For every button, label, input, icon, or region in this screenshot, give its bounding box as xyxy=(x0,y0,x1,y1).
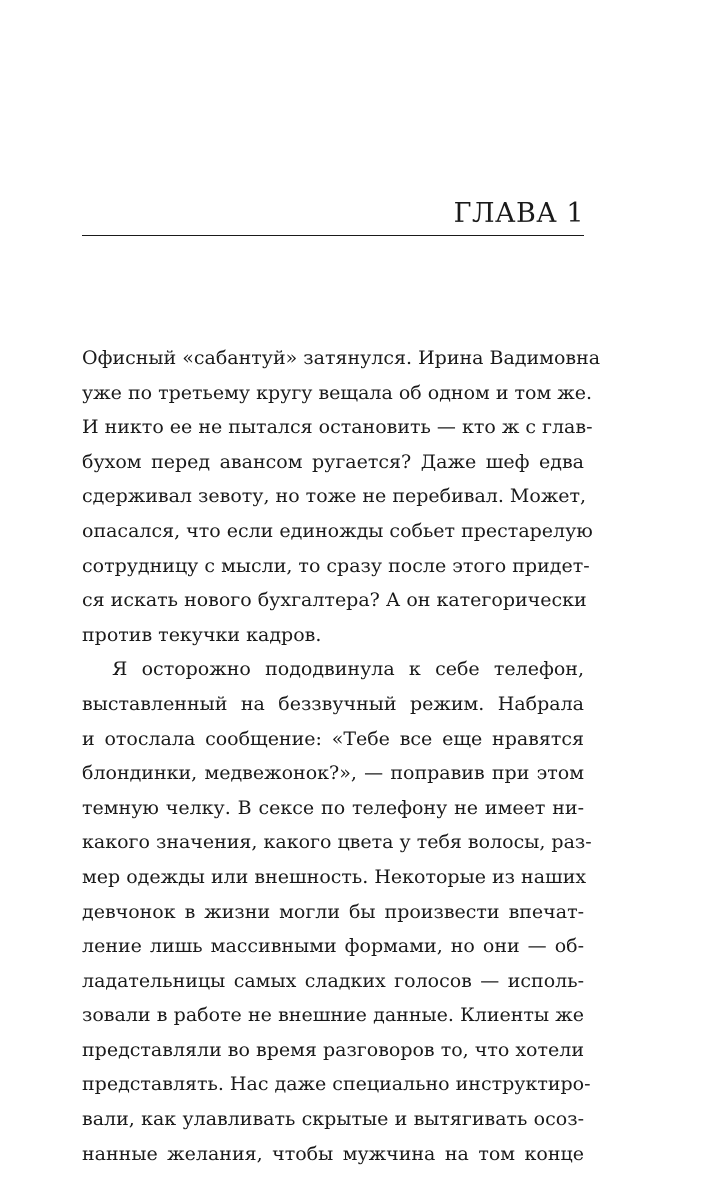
text-line: вали, как улавливать скрытые и вытягивать осоз- xyxy=(82,1108,584,1131)
chapter-divider xyxy=(82,235,584,236)
body-text xyxy=(82,341,601,1171)
text-line: опасался, что если единожды собьет престарелую xyxy=(82,519,593,542)
text-line: какого значения, какого цвета у тебя волосы, раз- xyxy=(82,831,592,854)
text-line: И никто ее не пытался остановить — кто ж с глав- xyxy=(82,416,593,439)
text-line: ление лишь массивными формами, но они — об- xyxy=(82,935,584,958)
text-line: мер одежды или внешность. Некоторые из наших xyxy=(82,865,587,888)
paragraph-1 xyxy=(82,341,601,652)
text-line: зовали в работе не внешние данные. Клиенты же xyxy=(82,1004,584,1027)
text-line: выставленный на беззвучный режим. Набрала xyxy=(82,692,584,715)
text-line: блондинки, медвежонок?», — поправив при этом xyxy=(82,762,584,785)
text-line: темную челку. В сексе по телефону не имеет ни- xyxy=(82,796,584,819)
text-line: ся искать нового бухгалтера? А он категорически xyxy=(82,589,587,612)
text-line: против текучки кадров. xyxy=(82,623,322,646)
text-line: Я осторожно пододвинула к себе телефон, xyxy=(112,658,584,681)
text-line: сотрудницу с мысли, то сразу после этого придет- xyxy=(82,554,590,577)
text-line: представляли во время разговоров то, что хотели xyxy=(82,1038,584,1061)
text-line: сдерживал зевоту, но тоже не перебивал. Может, xyxy=(82,485,587,508)
text-line: нанные желания, чтобы мужчина на том конце xyxy=(82,1142,584,1165)
chapter-title: ГЛАВА 1 xyxy=(453,198,584,229)
text-line: Офисный «сабантуй» затянулся. Ирина Вадимовна xyxy=(82,347,601,369)
text-line: и отослала сообщение: «Тебе все еще нравятся xyxy=(82,727,584,750)
text-line: представлять. Нас даже специально инструктиро- xyxy=(82,1073,591,1096)
paragraph-2 xyxy=(82,652,592,1171)
text-line: уже по третьему кругу вещала об одном и том же. xyxy=(82,381,593,404)
text-line: девчонок в жизни могли бы произвести впечат- xyxy=(82,900,584,923)
text-line: бухом перед авансом ругается? Даже шеф едва xyxy=(82,450,584,473)
text-line: ладательницы самых сладких голосов — исполь- xyxy=(82,969,584,992)
